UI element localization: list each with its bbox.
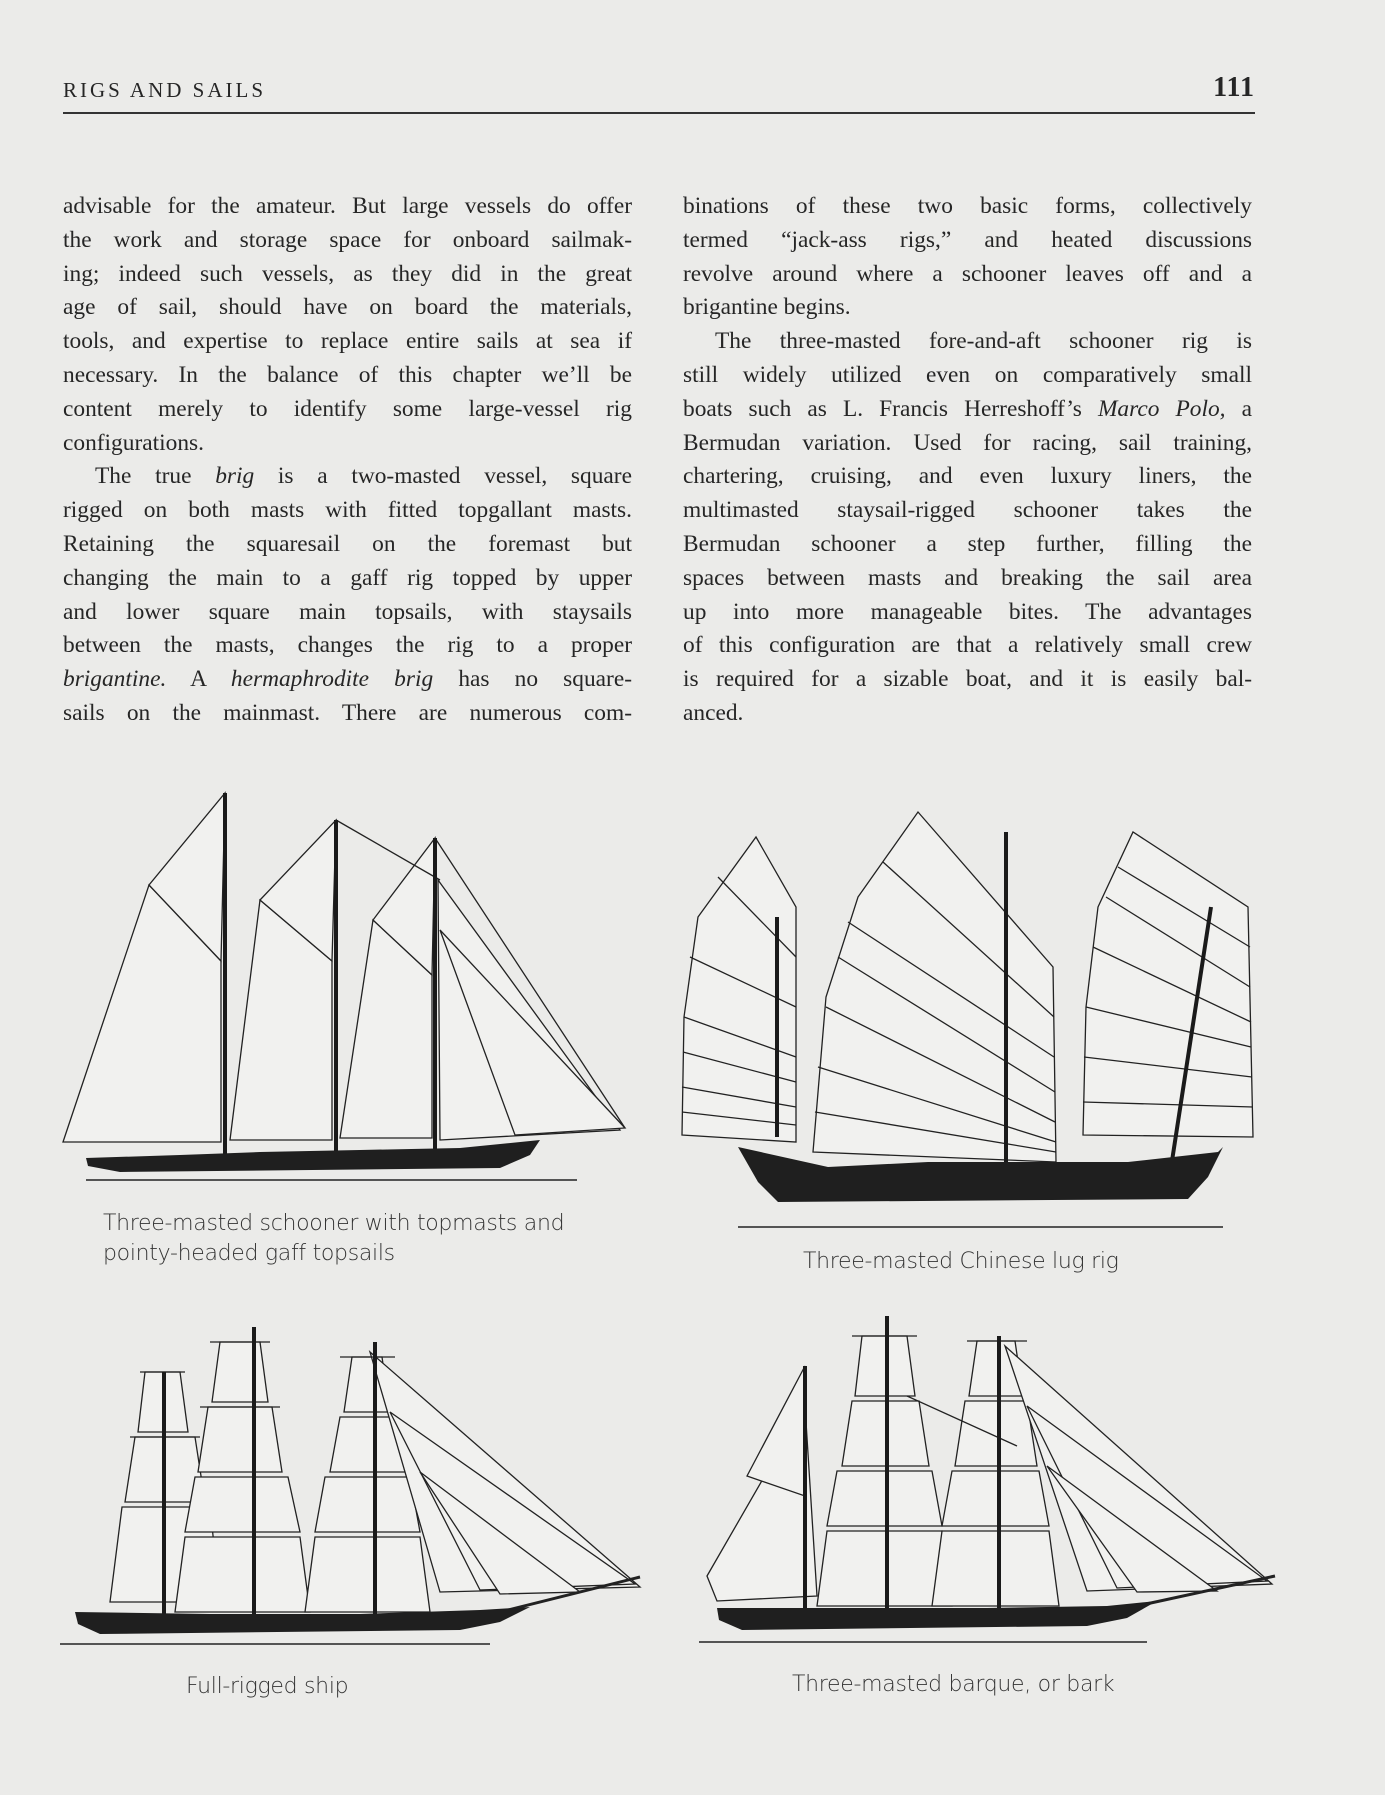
barque-illustration xyxy=(687,1316,1277,1651)
text-segment: brigantine begins. xyxy=(683,294,851,321)
text-segment: Retaining the squaresail on the foremast but xyxy=(63,530,632,557)
text-line xyxy=(63,427,632,461)
text-line xyxy=(683,697,1252,731)
text-segment: ing; indeed such vessels, as they did in the great xyxy=(63,260,632,287)
text-segment: spaces between masts and breaking the sail area xyxy=(683,564,1252,591)
text-line xyxy=(63,393,632,427)
text-line xyxy=(683,427,1252,461)
text-line xyxy=(63,291,632,325)
caption-barque: Three-masted barque, or bark xyxy=(792,1672,1115,1697)
text-segment: age of sail, should have on board the materials, xyxy=(63,294,632,321)
text-segment: changing the main to a gaff rig topped by upper xyxy=(63,564,632,591)
figure-schooner xyxy=(60,790,630,1180)
text-segment: binations of these two basic forms, collectively xyxy=(683,193,1252,219)
text-segment: revolve around where a schooner leaves off and a xyxy=(683,260,1252,287)
caption-lug: Three-masted Chinese lug rig xyxy=(803,1249,1119,1274)
text-line xyxy=(683,291,1252,325)
running-title: RIGS AND SAILS xyxy=(63,78,267,102)
text-segment: content merely to identify some large-vessel rig xyxy=(63,395,632,422)
text-segment: Bermudan variation. Used for racing, sail training, xyxy=(683,429,1252,456)
text-line xyxy=(683,629,1252,663)
text-line xyxy=(683,359,1252,393)
text-segment: A xyxy=(166,666,231,693)
text-segment: is a two-masted vessel, square xyxy=(254,463,632,490)
italic-text: brigantine. xyxy=(63,666,167,693)
text-line xyxy=(683,494,1252,528)
text-segment: advisable for the amateur. But large vessels do offer xyxy=(63,193,632,219)
text-line xyxy=(63,460,632,494)
text-line xyxy=(63,663,632,697)
text-segment: still widely utilized even on comparatively small xyxy=(683,361,1252,388)
text-segment: necessary. In the balance of this chapter we’ll be xyxy=(63,361,632,388)
text-segment: has no square- xyxy=(433,666,632,693)
text-column-left xyxy=(63,190,632,731)
text-segment: up into more manageable bites. The advantages xyxy=(683,598,1252,625)
text-segment: Bermudan schooner a step further, filling the xyxy=(683,530,1252,557)
figure-lug xyxy=(678,807,1258,1227)
text-segment: The true xyxy=(95,463,216,490)
text-line xyxy=(683,528,1252,562)
text-line xyxy=(683,562,1252,596)
text-line xyxy=(63,562,632,596)
text-line xyxy=(683,460,1252,494)
text-segment: chartering, cruising, and even luxury liners, the xyxy=(683,463,1252,490)
text-line xyxy=(63,528,632,562)
text-line xyxy=(63,258,632,292)
text-line xyxy=(63,629,632,663)
italic-text: hermaphrodite brig xyxy=(230,666,434,693)
italic-text: brig xyxy=(215,463,255,490)
text-segment: multimasted staysail-rigged schooner takes the xyxy=(683,497,1252,524)
text-segment: boats such as L. Francis Herreshoff’s xyxy=(683,395,1098,422)
text-segment: rigged on both masts with fitted topgallant masts. xyxy=(63,497,632,524)
caption-schooner xyxy=(103,1209,643,1269)
text-line xyxy=(63,190,632,224)
text-segment: a xyxy=(1225,395,1252,422)
caption-line: pointy-headed gaff topsails xyxy=(103,1241,395,1266)
caption-line: Three-masted schooner with topmasts and xyxy=(103,1211,565,1236)
text-segment: The three-masted fore-and-aft schooner rig is xyxy=(715,328,1252,355)
text-line xyxy=(63,224,632,258)
text-line xyxy=(683,224,1252,258)
running-header xyxy=(63,72,1255,114)
text-segment: tools, and expertise to replace entire sails at sea if xyxy=(63,328,632,355)
figure-full-rigged-ship xyxy=(60,1322,645,1652)
page-number: 111 xyxy=(1213,72,1255,103)
figure-barque xyxy=(687,1316,1277,1651)
italic-text: Marco Polo, xyxy=(1097,395,1226,422)
text-column-right xyxy=(683,190,1252,731)
text-line xyxy=(683,596,1252,630)
text-line xyxy=(683,190,1252,224)
text-line xyxy=(63,596,632,630)
text-segment: configurations. xyxy=(63,429,204,456)
text-line xyxy=(683,663,1252,697)
text-segment: the work and storage space for onboard sailmak- xyxy=(63,226,632,253)
lug-rig-illustration xyxy=(678,807,1258,1227)
text-segment: between the masts, changes the rig to a proper xyxy=(63,632,632,659)
text-line xyxy=(683,325,1252,359)
text-line xyxy=(63,325,632,359)
text-segment: termed “jack-ass rigs,” and heated discussions xyxy=(683,226,1252,253)
full-rigged-ship-illustration xyxy=(60,1322,645,1652)
text-segment: of this configuration are that a relatively small crew xyxy=(683,632,1252,659)
caption-ship: Full-rigged ship xyxy=(186,1674,349,1699)
text-line xyxy=(683,393,1252,427)
text-segment: sails on the mainmast. There are numerous com- xyxy=(63,699,632,726)
text-line xyxy=(63,359,632,393)
text-segment: anced. xyxy=(683,699,744,726)
schooner-illustration xyxy=(60,790,630,1180)
text-line xyxy=(63,494,632,528)
text-segment: and lower square main topsails, with staysails xyxy=(63,598,632,625)
text-segment: is required for a sizable boat, and it is easily bal- xyxy=(683,666,1252,693)
text-line xyxy=(683,258,1252,292)
text-line xyxy=(63,697,632,731)
